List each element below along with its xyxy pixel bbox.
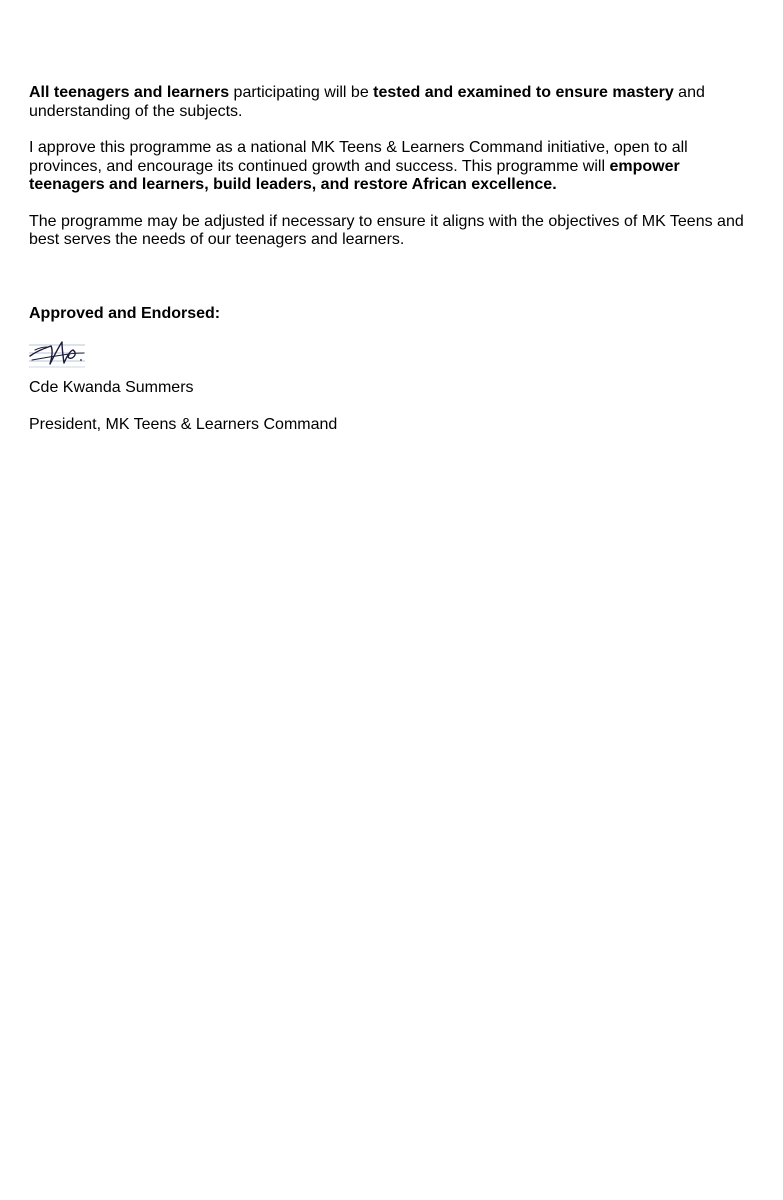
paragraph-testing [29, 84, 759, 121]
signer-title: President, MK Teens & Learners Command [29, 416, 338, 433]
body-text: The programme may be adjusted if necessary to ensure it aligns with the objectives of MK Teens and best serves the needs of our teenagers and learners. [29, 212, 744, 248]
body-text: and understanding of the subjects. [29, 84, 705, 120]
approval-section [29, 305, 220, 324]
body-text: I approve this programme as a national MK Teens & Learners Command initiative, open to all provinces, and encourage its continued growth and success. This programme will [29, 139, 688, 175]
bold-phrase: All teenagers and learners [29, 84, 230, 101]
approved-heading: Approved and Endorsed: [29, 305, 221, 322]
signer-name: Cde Kwanda Summers [29, 379, 194, 396]
bold-phrase: empower teenagers and learners, build leaders, and restore African excellence. [29, 157, 680, 193]
bold-phrase: tested and examined to ensure mastery [373, 84, 674, 101]
document-body [29, 84, 759, 250]
paragraph-approval-statement [29, 139, 759, 195]
body-text: participating will be [229, 84, 374, 101]
paragraph-adjustment [29, 213, 759, 250]
handwritten-signature-icon [29, 336, 87, 370]
